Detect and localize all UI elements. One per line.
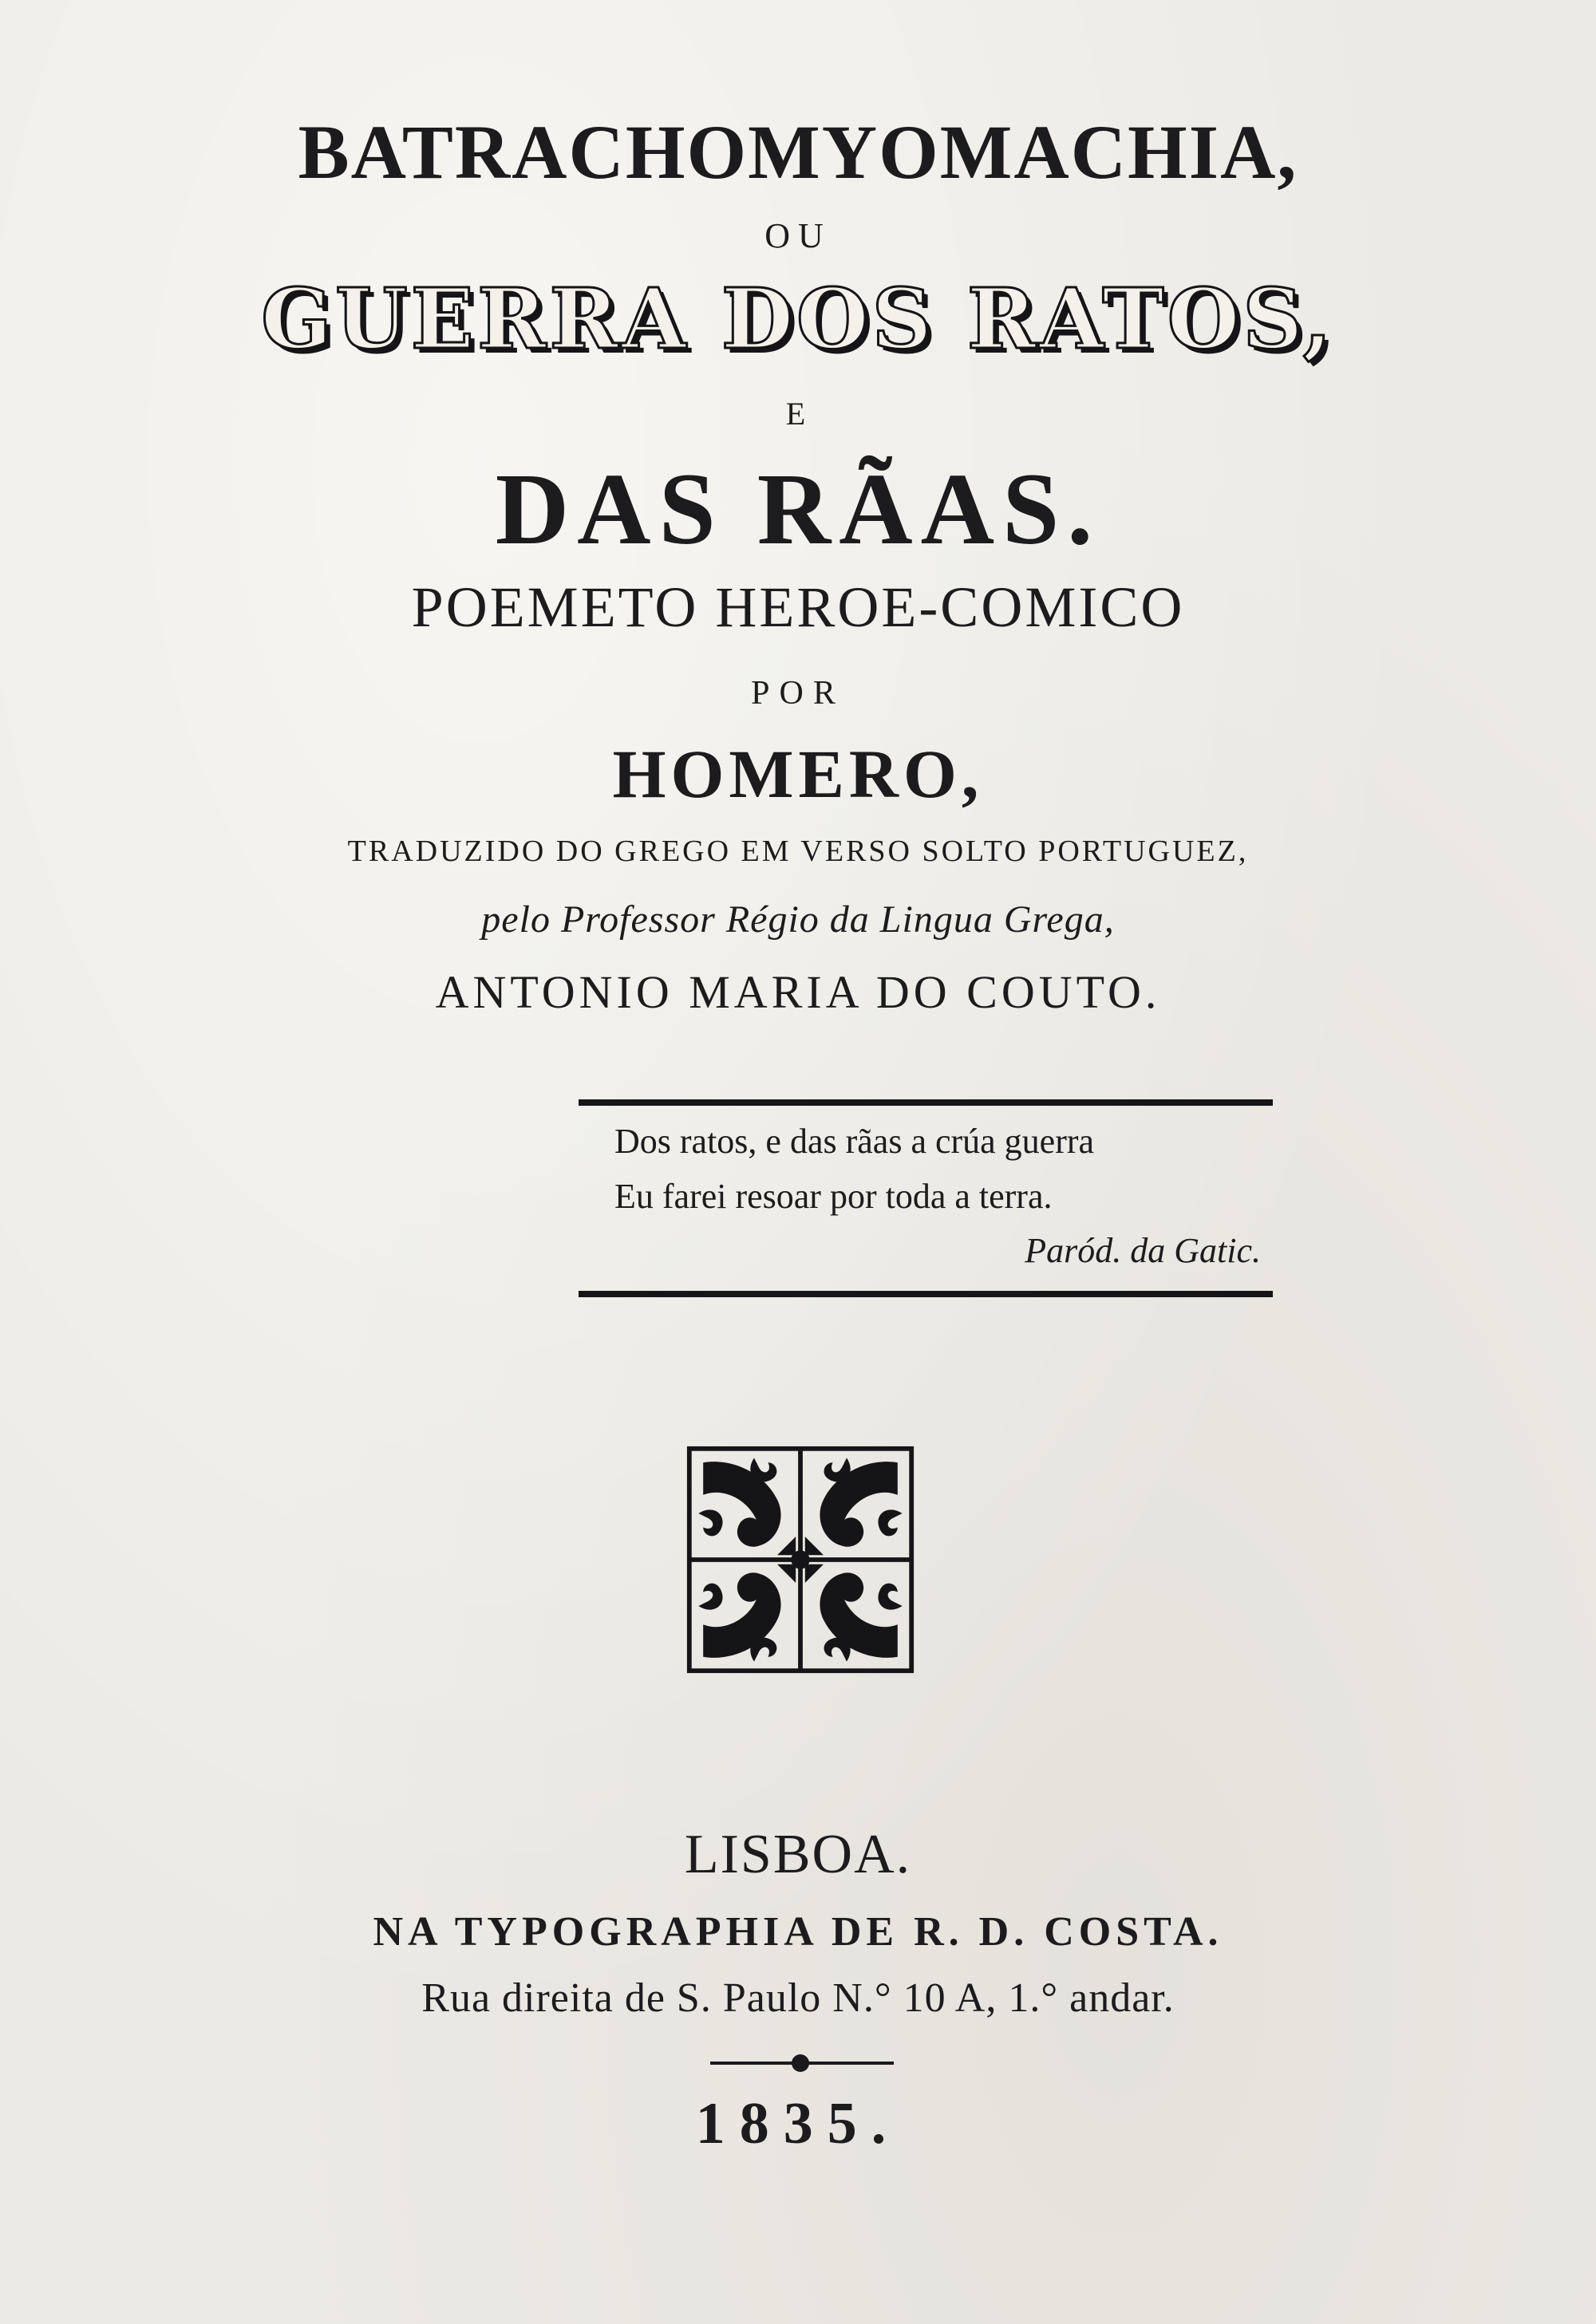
title-line-1: BATRACHOMYOMACHIA, xyxy=(298,109,1298,195)
translator-role: pelo Professor Régio da Lingua Grega, xyxy=(481,898,1115,941)
translation-note: TRADUZIDO DO GREGO EM VERSO SOLTO PORTUGUEZ, xyxy=(347,835,1249,868)
subtitle: POEMETO HEROE-COMICO xyxy=(411,575,1185,639)
imprint-year: 1835. xyxy=(695,2091,901,2156)
epigraph-line-2: Eu farei resoar por toda a terra. xyxy=(614,1177,1053,1216)
conjunction-e: E xyxy=(785,396,811,432)
epigraph-bottom-rule xyxy=(579,1291,1273,1297)
author-name: HOMERO, xyxy=(612,736,984,812)
epigraph-attribution: Paród. da Gatic. xyxy=(1025,1231,1261,1270)
imprint-address: Rua direita de S. Paulo N.° 10 A, 1.° andar. xyxy=(421,1975,1175,2021)
translator-name: ANTONIO MARIA DO COUTO. xyxy=(435,966,1161,1018)
epigraph-top-rule xyxy=(579,1099,1273,1106)
floral-ornament-icon xyxy=(685,1444,916,1675)
imprint-printer: NA TYPOGRAPHIA DE R. D. COSTA. xyxy=(373,1909,1223,1955)
byline-por: POR xyxy=(751,675,845,712)
epigraph-line-1: Dos ratos, e das rãas a crúa guerra xyxy=(614,1122,1095,1161)
title-line-3: DAS RÃAS. xyxy=(495,452,1101,566)
imprint-divider-dot xyxy=(792,2054,809,2072)
conjunction-ou: OU xyxy=(764,216,832,255)
title-line-2: GUERRA DOS RATOS, xyxy=(261,270,1335,368)
imprint-city: LISBOA. xyxy=(684,1824,912,1885)
